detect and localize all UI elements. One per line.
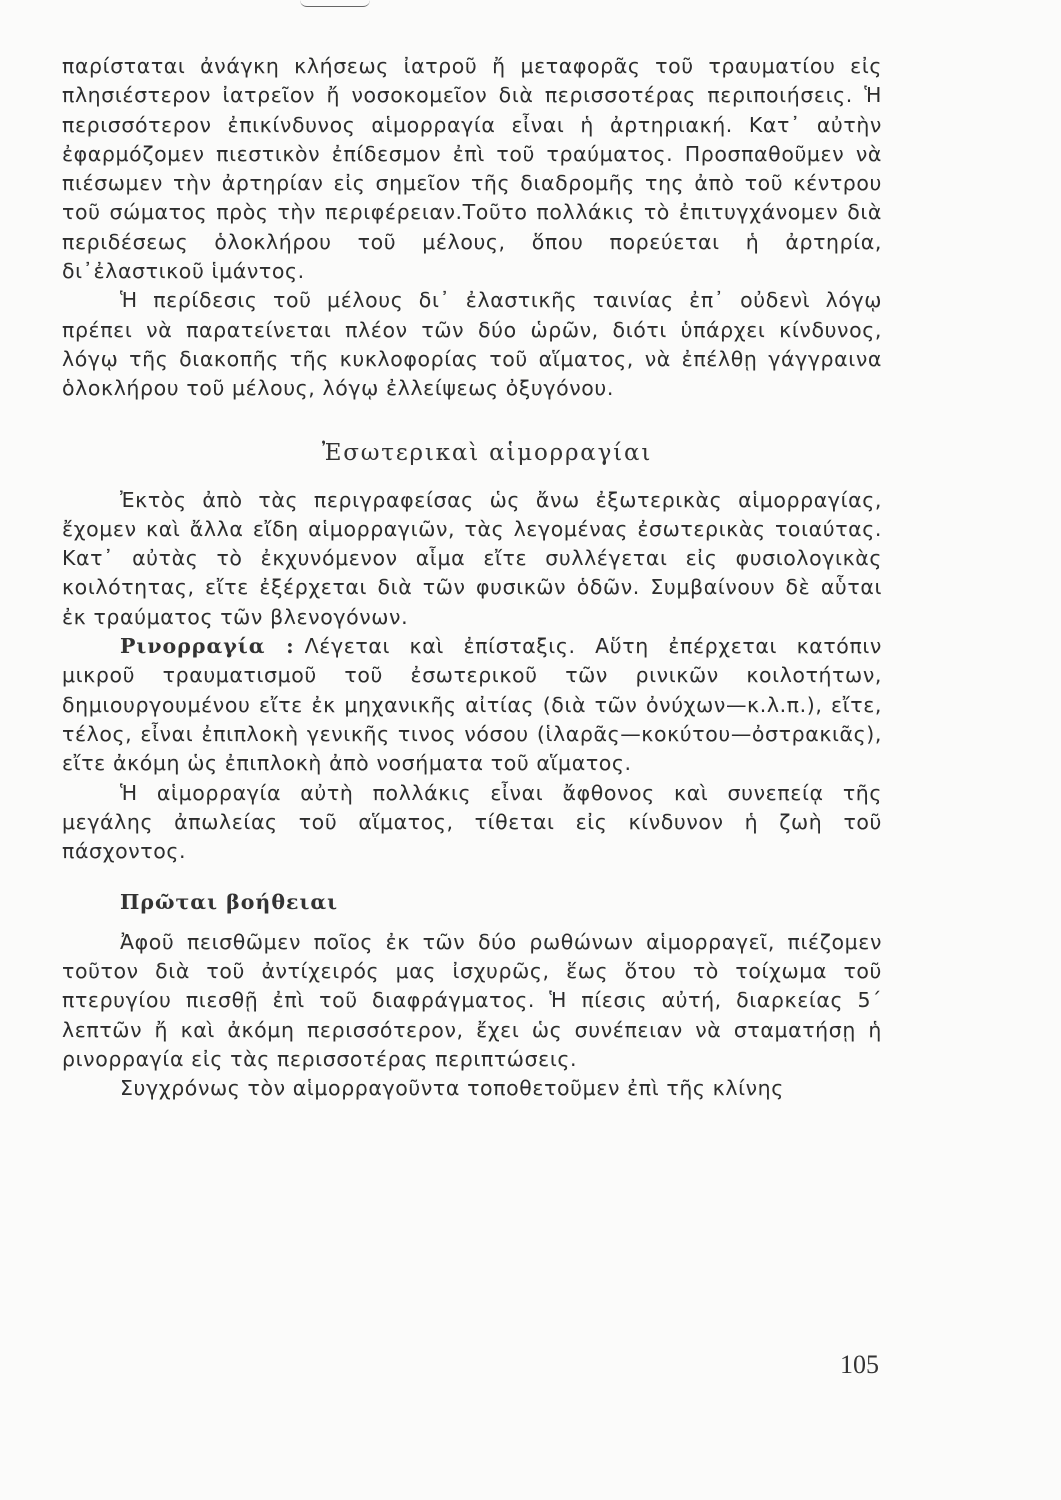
- paragraph-hemorrhage-danger: Ἡ αἱμορραγία αὐτὴ πολλάκις εἶναι ἄφθονος καὶ συνεπείᾳ τῆς μεγάλης ἀπωλείας τοῦ αἵματος, τίθεται εἰς κίνδυνον ἡ ζωὴ τοῦ πάσχοντος.: [62, 780, 882, 864]
- binding-mark: [300, 0, 370, 7]
- page-number: 105: [840, 1350, 879, 1379]
- subheading-first-aid: Πρῶται βοήθειαι: [120, 890, 339, 915]
- rhinorrhagia-definition: Λέγεται καὶ ἐπίσταξις. Αὕτη ἐπέρχεται κατόπιν μικροῦ τραυματισμοῦ τοῦ ἐσωτερικοῦ τῶν ρινικῶν κοιλοτήτων, δημιουργουμένου εἴτε ἐκ μηχανικῆς αἰτίας (διὰ τῶν ὀνύχων—κ.λ.π.), εἴτε, τέλος, εἶναι ἐπιπλοκὴ γενικῆς τινος νόσου (ἱλαρᾶς—κοκύτου—ὀστρακιᾶς), εἴτε ἀκόμη ὡς ἐπιπλοκὴ ἀπὸ νοσήματα τοῦ αἵματος.: [62, 634, 882, 776]
- paragraph-internal-bleeding: Ἐκτὸς ἀπὸ τὰς περιγραφείσας ὡς ἄνω ἐξωτερικὰς αἱμορραγίας, ἔχομεν καὶ ἄλλα εἴδη αἱμορραγιῶν, τὰς λεγομένας ἐσωτερικὰς τοιαύτας. Κατ᾽ αὐτὰς τὸ ἐκχυνόμενον αἷμα εἴτε συλλέγεται εἰς φυσιολογικὰς κοιλότητας, εἴτε ἐξέρχεται διὰ τῶν φυσικῶν ὁδῶν. Συμβαίνουν δὲ αὗται ἐκ τραύματος τῶν βλενογόνων.: [62, 487, 882, 629]
- section-title-text: Ἐσωτερικαὶ αἱμορραγίαι: [321, 439, 653, 466]
- paragraph-rhinorrhagia: [62, 632, 882, 778]
- paragraph-tourniquet-duration: Ἡ περίδεσις τοῦ μέλους δι᾽ ἐλαστικῆς ταινίας ἐπ᾽ οὐδενὶ λόγῳ πρέπει νὰ παρατείνεται πλέον τῶν δύο ὡρῶν, διότι ὑπάρχει κίνδυνος, λόγῳ τῆς διακοπῆς τῆς κυκλοφορίας τοῦ αἵματος, νὰ ἐπέλθῃ γάγγραινα ὁλοκλήρου τοῦ μέλους, λόγῳ ἐλλείψεως ὀξυγόνου.: [62, 288, 882, 401]
- paragraph-first-aid-positioning: Συγχρόνως τὸν αἱμορραγοῦντα τοποθετοῦμεν ἐπὶ τῆς κλίνης: [120, 1076, 784, 1101]
- page-text: [62, 52, 882, 1104]
- paragraph-bleeding-continued: παρίσταται ἀνάγκη κλήσεως ἰατροῦ ἤ μεταφορᾶς τοῦ τραυματίου εἰς πλησιέστερον ἰατρεῖον ἤ νοσοκομεῖον διὰ περισσοτέρας περιποιήσεις. Ἡ περισσότερον ἐπικίνδυνος αἱμορραγία εἶναι ἡ ἀρτηριακή. Κατ᾽ αὐτὴν ἐφαρμόζομεν πιεστικὸν ἐπίδεσμον ἐπὶ τοῦ τραύματος. Προσπαθοῦμεν νὰ πιέσωμεν τὴν ἀρτηρίαν εἰς σημεῖον τῆς διαδρομῆς της ἀπὸ τοῦ κέντρου τοῦ σώματος πρὸς τὴν περιφέρειαν.Τοῦτο πολλάκις τὸ ἐπιτυγχάνομεν διὰ περιδέσεως ὁλοκλήρου τοῦ μέλους, ὅπου πορεύεται ἡ ἀρτηρία, δι᾽ἐλαστικοῦ ἱμάντος.: [62, 54, 882, 284]
- term-rhinorrhagia: Ρινορραγία :: [120, 634, 295, 659]
- paragraph-first-aid-pressure: Ἀφοῦ πεισθῶμεν ποῖος ἐκ τῶν δύο ρωθώνων αἱμορραγεῖ, πιέζομεν τοῦτον διὰ τοῦ ἀντίχειρός μας ἰσχυρῶς, ἕως ὅτου τὸ τοίχωμα τοῦ πτερυγίου πιεσθῇ ἐπὶ τοῦ διαφράγματος. Ἡ πίεσις αὐτή, διαρκείας 5΄ λεπτῶν ἤ καὶ ἀκόμη περισσότερον, ἔχει ὡς συνέπειαν νὰ σταματήσῃ ἡ ρινορραγία εἰς τὰς περισσοτέρας περιπτώσεις.: [62, 929, 882, 1071]
- section-title-internal-bleeding: [62, 438, 882, 468]
